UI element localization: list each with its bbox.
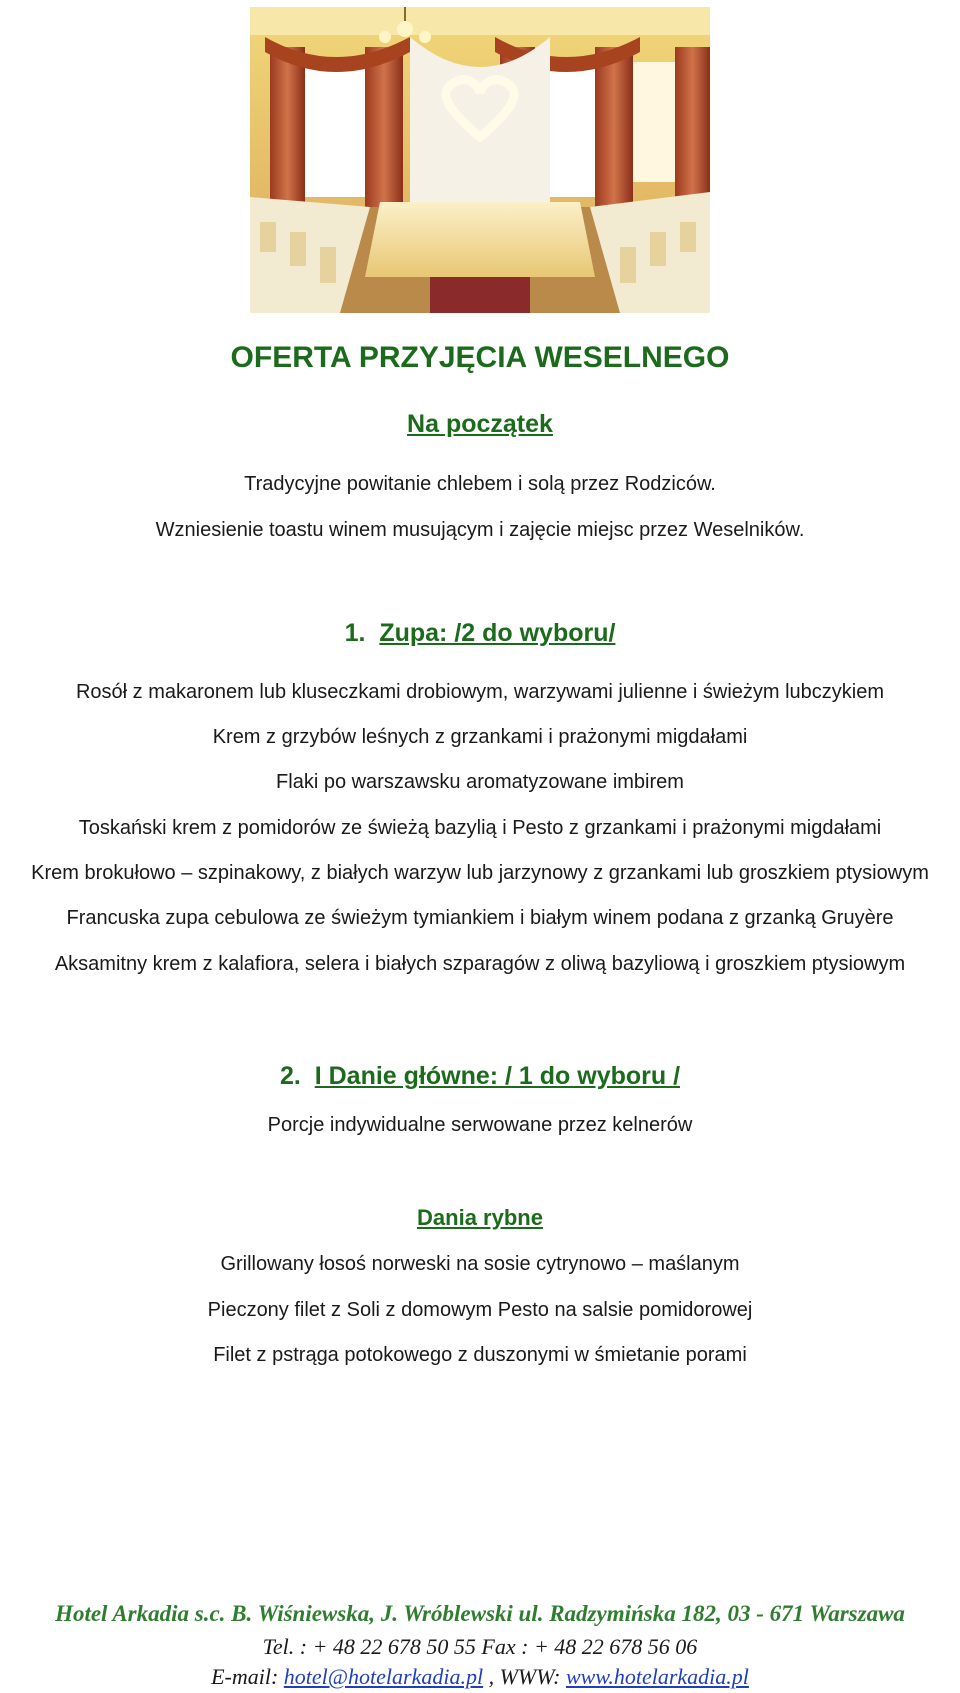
soup-item: Rosół z makaronem lub kluseczkami drobiowym, warzywami julienne i świeżym lubczykiem: [75, 681, 885, 703]
fish-dishes-heading: Dania rybne: [417, 1205, 543, 1230]
soup-item: Flaki po warszawsku aromatyzowane imbirem: [276, 771, 684, 793]
section-main-number: 2.: [279, 1062, 301, 1090]
footer-email-link[interactable]: hotel@hotelarkadia.pl: [283, 1664, 484, 1689]
soup-item: Francuska zupa cebulowa ze świeżym tymiankiem i białym winem podana z grzanką Gruyère: [66, 907, 894, 929]
fish-item: Pieczony filet z Soli z domowym Pesto na salsie pomidorowej: [207, 1299, 753, 1321]
footer-www-label: , WWW:: [483, 1664, 566, 1689]
footer-contact: [0, 1664, 960, 1690]
section-soup-number: 1.: [344, 619, 366, 647]
section-soup-heading: [0, 619, 960, 648]
section-soup-title: Zupa: /2 do wyboru/: [379, 619, 616, 647]
soup-item: Krem z grzybów leśnych z grzankami i prażonymi migdałami: [212, 726, 748, 748]
footer-www-link[interactable]: www.hotelarkadia.pl: [565, 1664, 749, 1689]
intro-heading: [0, 410, 960, 439]
fish-item: Grillowany łosoś norweski na sosie cytrynowo – maślanym: [220, 1253, 740, 1275]
intro-line-2: Wzniesienie toastu winem musującym i zajęcie miejsc przez Weselników.: [155, 519, 805, 541]
footer-email-label: E-mail:: [211, 1664, 284, 1689]
footer-company: Hotel Arkadia s.c. B. Wiśniewska, J. Wróblewski ul. Radzymińska 182, 03 - 671 Warszawa: [55, 1601, 905, 1626]
banquet-hall-photo: [250, 7, 710, 313]
soup-item: Toskański krem z pomidorów ze świeżą bazylią i Pesto z grzankami i prażonymi migdałami: [78, 817, 882, 839]
soup-item: Krem brokułowo – szpinakowy, z białych warzyw lub jarzynowy z grzankami lub groszkiem ptysiowym: [31, 862, 929, 884]
main-course-subtitle: Porcje indywidualne serwowane przez kelnerów: [267, 1114, 693, 1136]
banquet-hall-illustration: [250, 7, 710, 313]
footer-phones: Tel. : + 48 22 678 50 55 Fax : + 48 22 678 56 06: [262, 1634, 698, 1659]
page-title: OFERTA PRZYJĘCIA WESELNEGO: [230, 341, 730, 374]
intro-line-1: Tradycyjne powitanie chlebem i solą przez Rodziców.: [244, 473, 716, 495]
section-main-heading: [0, 1062, 960, 1091]
section-main-title: I Danie główne: / 1 do wyboru /: [314, 1062, 681, 1090]
soup-item: Aksamitny krem z kalafiora, selera i białych szparagów z oliwą bazyliową i groszkiem ptysiowym: [54, 953, 906, 975]
fish-item: Filet z pstrąga potokowego z duszonymi w śmietanie porami: [213, 1344, 747, 1366]
intro-heading-text: Na początek: [407, 410, 553, 438]
